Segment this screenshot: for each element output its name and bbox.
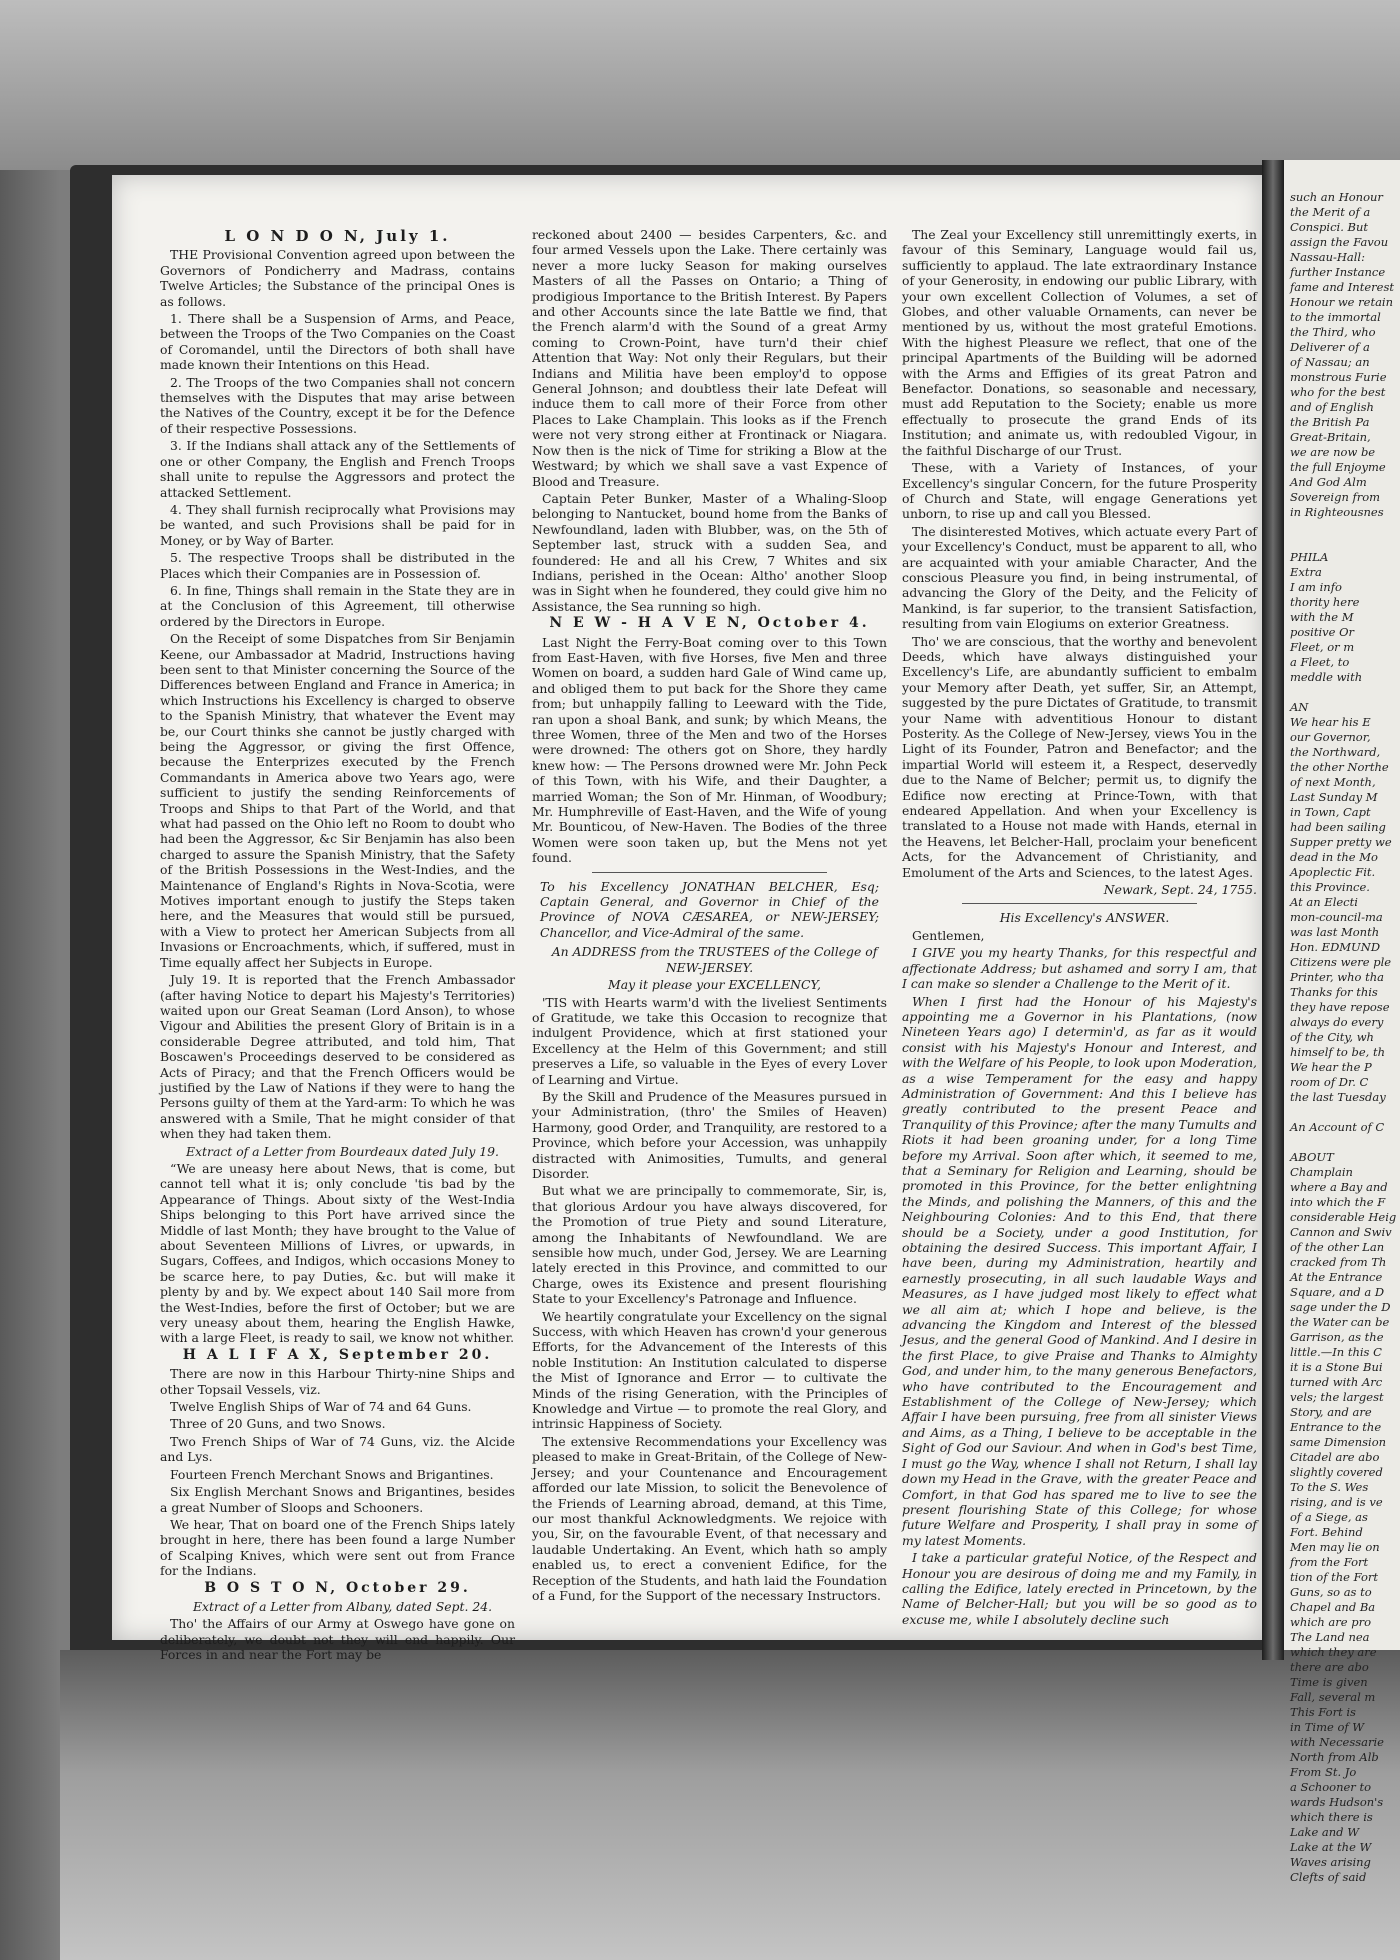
- fragment-line: in Town, Capt: [1290, 805, 1371, 819]
- paragraph: We hear, That on board one of the French Ships lately brought in here, there has been found a large Number of Scalping Knives, which were sent out from France for the Indians.: [160, 1516, 515, 1579]
- extract-title: Extract of a Letter from Bourdeaux dated July 19.: [186, 1143, 499, 1159]
- fragment-line: monstrous Furie: [1290, 370, 1387, 384]
- paragraph: But what we are principally to commemorate, Sir, is, that glorious Ardour you have always discovered, for the Promotion of true Piety and sound Literature, among the Inhabitants of Newfoundland. We are sensible how much, under God, Jersey. We are Learning lately erected in this Province, and committed to our Charge, owes its Existence and present flourishing State to your Excellency's Patronage and Influence.: [532, 1183, 887, 1307]
- fragment-line: with the M: [1290, 610, 1354, 624]
- fragment-line: of Nassau; an: [1290, 355, 1370, 369]
- fragment-line: ABOUT: [1290, 1150, 1334, 1164]
- fragment-line: who for the best: [1290, 385, 1386, 399]
- fragment-line: Conspici. But: [1290, 220, 1368, 234]
- fragment-line: Great-Britain,: [1290, 430, 1371, 444]
- fragment-line: [1290, 1105, 1398, 1120]
- fragment-line: a Fleet, to: [1290, 655, 1350, 669]
- fragment-line: Fort. Behind: [1290, 1525, 1363, 1539]
- fragment-line: Thanks for this: [1290, 985, 1378, 999]
- fragment-line: further Instance: [1290, 265, 1386, 279]
- salutation: May it please your EXCELLENCY,: [608, 977, 821, 993]
- paragraph: When I first had the Honour of his Majesty's appointing me a Governor in his Plantations, (now Nineteen Years ago) I determin'd, as far as it would consist with his Majesty's Honour and Interest, and with the Welfare of his People, to look upon Moderation, as a wise Temperament for the easy and happy Administration of Government: And this I believe has greatly contributed to the present Peace and Tranquility of this Province; after the many Tumults and Riots it had been groaning under, for a long Time before my Arrival. Soon after which, it seemed to me, that a Seminary for Religion and Learning, should be promoted in this Province, for the better enlightning the Minds, and polishing the Manners, of this and the Neighbouring Colonies: And to this End, that there should be a Society, under a good Institution, for obtaining the desired Success. This important Affair, I have been, during my Administration, heartily and earnestly prosecuting, in all such laudable Ways and Measures, as I have judged most likely to effect what we all aim at; which I hope and believe, is the advancing the Kingdom and Interest of the blessed Jesus, and the general Good of Mankind. And I desire in the first Place, to give Praise and Thanks to Almighty God, and under him, to the many generous Benefactors, who have contributed to the Encouragement and Establishment of the College of New-Jersey; which Affair I have been pursuing, free from all sinister Views and Aims, as a Thing, I believe to be acceptable in the Sight of God our Saviour. And when in God's best Time, I must go the Way, whence I shall not Return, I shall lay down my Head in the Grave, with the greater Peace and Comfort, in that God has spared me to live to see the present flourishing State of this College; for whose future Welfare and Prosperity, I shall pray in some of my latest Moments.: [902, 993, 1257, 1548]
- fragment-line: AN: [1290, 700, 1309, 714]
- fragment-line: Extra: [1290, 565, 1322, 579]
- fragment-line: meddle with: [1290, 670, 1363, 684]
- fragment-line: Last Sunday M: [1290, 790, 1378, 804]
- fragment-line: From St. Jo: [1290, 1765, 1357, 1779]
- fragment-line: the other Northe: [1290, 760, 1389, 774]
- paragraph: 5. The respective Troops shall be distributed in the Places which their Companies are in Possession of.: [160, 550, 515, 581]
- paragraph: reckoned about 2400 — besides Carpenters, &c. and four armed Vessels upon the Lake. There certainly was never a more lucky Season for making ourselves Masters of all the Passes on Ontario; a Thing of prodigious Importance to the British Interest. By Papers and other Accounts since the late Battle we find, that the French alarm'd with the Sound of a great Army coming to Crown-Point, have turn'd their chief Attention that Way: Not only their Regulars, but their Indians and Militia have been employ'd to oppose General Johnson; and doubtless their late Defeat will induce them to call more of their Force from other Places to Lake Champlain. This looks as if the French were not very strong either at Frontinack or Niagara. Now then is the nick of Time for striking a Blow at the Westward; by which we shall save a vast Expence of Blood and Treasure.: [532, 227, 887, 489]
- fragment-line: Square, and a D: [1290, 1285, 1385, 1299]
- paragraph: Six English Merchant Snows and Brigantines, besides a great Number of Sloops and Schooners.: [160, 1484, 515, 1515]
- paragraph: We heartily congratulate your Excellency on the signal Success, with which Heaven has crown'd your generous Efforts, for the Advancement of the Interests of this noble Institution: An Institution calculated to disperse the Mist of Ignorance and Error — to cultivate the Minds of the rising Generation, with the Principles of Knowledge and Virtue — to promote the real Glory, and intrinsic Happiness of Society.: [532, 1308, 887, 1432]
- paragraph: There are now in this Harbour Thirty-nine Ships and other Topsail Vessels, viz.: [160, 1366, 515, 1397]
- fragment-line: Lake at the W: [1290, 1840, 1372, 1854]
- fragment-line: Clefts of said: [1290, 1870, 1367, 1884]
- fragment-line: the full Enjoyme: [1290, 460, 1386, 474]
- fragment-line: Fleet, or m: [1290, 640, 1355, 654]
- fragment-line: our Governor,: [1290, 730, 1371, 744]
- paragraph: THE Provisional Convention agreed upon between the Governors of Pondicherry and Madrass, contains Twelve Articles; the Substance of the principal Ones is as follows.: [160, 247, 515, 309]
- fragment-line: the last Tuesday: [1290, 1090, 1386, 1104]
- fragment-line: PHILA: [1290, 550, 1329, 564]
- paragraph: The disinterested Motives, which actuate every Part of your Excellency's Conduct, must be apparent to all, who are acquainted with your amiable Character, And the conscious Pleasure you find, in being instrumental, of advancing the Glory of the Deity, and the Felicity of Mankind, is far superior, to the transient Satisfaction, resulting from vain Elogiums on exterior Greatness.: [902, 523, 1257, 632]
- fragment-line: of next Month,: [1290, 775, 1376, 789]
- greeting: Gentlemen,: [912, 927, 985, 943]
- fragment-line: room of Dr. C: [1290, 1075, 1369, 1089]
- paragraph: Fourteen French Merchant Snows and Brigantines.: [170, 1466, 494, 1482]
- paragraph: Twelve English Ships of War of 74 and 64 Guns.: [170, 1399, 472, 1415]
- paragraph: 6. In fine, Things shall remain in the State they are in at the Conclusion of this Agreement, till otherwise ordered by the Directors in Europe.: [160, 582, 515, 629]
- column-2: [532, 227, 887, 1605]
- newspaper-page: [112, 175, 1262, 1663]
- dateline: Newark, Sept. 24, 1755.: [1103, 882, 1257, 898]
- page-gutter: [1262, 160, 1284, 1660]
- fragment-line: Supper pretty we: [1290, 835, 1392, 849]
- fragment-line: North from Alb: [1290, 1750, 1379, 1764]
- fragment-line: dead in the Mo: [1290, 850, 1378, 864]
- fragment-line: [1290, 1135, 1398, 1150]
- fragment-line: same Dimension: [1290, 1435, 1387, 1449]
- fragment-line: Citizens were ple: [1290, 955, 1392, 969]
- fragment-line: the Water can be: [1290, 1315, 1390, 1329]
- fragment-line: little.—In this C: [1290, 1345, 1382, 1359]
- fragment-line: thority here: [1290, 595, 1360, 609]
- fragment-line: the Third, who: [1290, 325, 1376, 339]
- fragment-line: which there is: [1290, 1810, 1373, 1824]
- col1-paragraphs: [160, 247, 515, 1345]
- col1-paragraphs-2: [160, 1366, 515, 1578]
- adjacent-page-lines: [1290, 190, 1398, 1885]
- fragment-line: [1290, 535, 1398, 550]
- adjacent-page-fragment: [1284, 160, 1400, 1884]
- fragment-line: Men may lie on: [1290, 1540, 1380, 1554]
- column-1: [160, 227, 515, 1663]
- fragment-line: mon-council-ma: [1290, 910, 1383, 924]
- fragment-line: there are abo: [1290, 1660, 1369, 1674]
- fragment-line: turned with Arc: [1290, 1375, 1383, 1389]
- fragment-line: Entrance to the: [1290, 1420, 1382, 1434]
- paragraph: Tho' the Affairs of our Army at Oswego have gone on deliberately, we doubt not they will end happily. Our Forces in and near the Fort may be: [160, 1616, 515, 1663]
- paragraph: Two French Ships of War of 74 Guns, viz. the Alcide and Lys.: [160, 1433, 515, 1465]
- fragment-line: slightly covered: [1290, 1465, 1383, 1479]
- fragment-line: [1290, 685, 1398, 700]
- fragment-line: Waves arising: [1290, 1855, 1371, 1869]
- fragment-line: with Necessarie: [1290, 1735, 1384, 1749]
- fragment-line: always do every: [1290, 1015, 1384, 1029]
- fragment-line: Hon. EDMUND: [1290, 940, 1381, 954]
- bottom-shadow: [60, 1650, 1400, 1960]
- fragment-line: the Merit of a: [1290, 205, 1371, 219]
- london-heading: L O N D O N, July 1.: [224, 227, 451, 245]
- fragment-line: into which the F: [1290, 1195, 1386, 1209]
- fragment-line: Nassau-Hall:: [1290, 250, 1365, 264]
- fragment-line: Sovereign from: [1290, 490, 1381, 504]
- fragment-line: from the Fort: [1290, 1555, 1369, 1569]
- fragment-line: had been sailing: [1290, 820, 1386, 834]
- paragraph: The Zeal your Excellency still unremittingly exerts, in favour of this Seminary, Language would fail us, sufficiently to applaud. The late extraordinary Instance of your Generosity, in endowing our public Library, with your own excellent Collection of Volumes, a set of Globes, and other valuable Ornaments, can never be mentioned by us, without the most grateful Emotions. With the highest Pleasure we reflect, that one of the principal Apartments of the Building will be adorned with the Arms and Effigies of its great Patron and Benefactor. Donations, so seasonable and necessary, must add Reputation to the Society; enable us more effectually to prosecute the grand Ends of its Institution; and animate us, with redoubled Vigour, in the faithful Discharge of our Trust.: [902, 227, 1257, 458]
- fragment-line: We hear his E: [1290, 715, 1371, 729]
- fragment-line: cracked from Th: [1290, 1255, 1387, 1269]
- answer-title: His Excellency's ANSWER.: [999, 910, 1170, 926]
- paragraph: 2. The Troops of the two Companies shall not concern themselves with the Disputes that may arise between the Natives of the Country, except it be for the Defence of their respective Possessions.: [160, 374, 515, 436]
- paragraph: July 19. It is reported that the French Ambassador (after having Notice to depart his Majesty's Territories) waited upon our Great Seaman (Lord Anson), to whose Vigour and Abilities the present Glory of Britain is in a considerable Degree attributed, and told him, That Boscawen's Proceedings deserved to be considered as Acts of Piracy; and that the French Officers would be justified by the Law of Nations if they were to hang the Persons guilty of them at the Yard-arm: To which he was answered with a Smile, That he might consider of that when they had taken them.: [160, 972, 515, 1142]
- fragment-line: wards Hudson's: [1290, 1795, 1384, 1809]
- fragment-line: Deliverer of a: [1290, 340, 1370, 354]
- fragment-line: sage under the D: [1290, 1300, 1391, 1314]
- fragment-line: of the other Lan: [1290, 1240, 1385, 1254]
- fragment-line: of the City, wh: [1290, 1030, 1374, 1044]
- divider: [962, 903, 1197, 904]
- fragment-line: Champlain: [1290, 1165, 1353, 1179]
- fragment-line: where a Bay and: [1290, 1180, 1388, 1194]
- fragment-line: Citadel are abo: [1290, 1450, 1380, 1464]
- fragment-line: fame and Interest: [1290, 280, 1394, 294]
- paragraph: 4. They shall furnish reciprocally what Provisions may be wanted, and such Provisions shall be paid for in Money, or by Way of Barter.: [160, 501, 515, 548]
- divider: [592, 872, 827, 873]
- fragment-line: this Province.: [1290, 880, 1370, 894]
- column-3: [902, 227, 1257, 1629]
- fragment-line: And God Alm: [1290, 475, 1367, 489]
- fragment-line: An Account of C: [1290, 1120, 1385, 1134]
- fragment-line: At the Entrance: [1290, 1270, 1383, 1284]
- paragraph: 3. If the Indians shall attack any of the Settlements of one or other Company, the English and French Troops shall unite to repulse the Aggressors and protect the attacked Settlement.: [160, 438, 515, 500]
- paragraph: I take a particular grateful Notice, of the Respect and Honour you are desirous of doing me and my Family, in calling the Edifice, lately erected in Princetown, by the Name of Belcher-Hall; but you will be so good as to excuse me, while I absolutely decline such: [902, 1550, 1257, 1627]
- fragment-line: tion of the Fort: [1290, 1570, 1379, 1584]
- fragment-line: Chapel and Ba: [1290, 1600, 1376, 1614]
- halifax-heading: H A L I F A X, September 20.: [182, 1346, 493, 1363]
- fragment-line: positive Or: [1290, 625, 1355, 639]
- fragment-line: to the immortal: [1290, 310, 1381, 324]
- fragment-line: and of English: [1290, 400, 1374, 414]
- fragment-line: was last Month: [1290, 925, 1380, 939]
- paragraph: Last Night the Ferry-Boat coming over to this Town from East-Haven, with five Horses, five Men and three Women on board, a sudden hard Gale of Wind came up, and obliged them to put back for the Shore they came from; but unhappily falling to Leeward with the Tide, ran upon a shoal Bank, and sunk; by which Means, the three Women, three of the Men and two of the Horses were drowned: The others got on Shore, they hardly knew how: — The Persons drowned were Mr. John Peck of this Town, with his Wife, and their Daughter, a married Woman; the Son of Mr. Hinman, of Woodbury; Mr. Humphreville of East-Haven, and the Wife of young Mr. Bounticou, of New-Haven. The Bodies of the three Women were soon taken up, but the Mens not yet found.: [532, 634, 887, 866]
- paragraph: Captain Peter Bunker, Master of a Whaling-Sloop belonging to Nantucket, bound home from the Banks of Newfoundland, laden with Blubber, was, on the 5th of September last, struck with a sudden Sea, and foundered: He and all his Crew, 7 Whites and six Indians, perished in the Ocean: Altho' another Sloop was in Sight when he foundered, they could give him no Assistance, the Sea running so high.: [532, 490, 887, 614]
- fragment-line: which they are: [1290, 1645, 1377, 1659]
- fragment-line: the Northward,: [1290, 745, 1381, 759]
- fragment-line: I am info: [1290, 580, 1342, 594]
- fragment-line: considerable Heig: [1290, 1210, 1397, 1224]
- paragraph: On the Receipt of some Dispatches from Sir Benjamin Keene, our Ambassador at Madrid, Instructions having been sent to that Minister concerning the Source of the Differences between England and France in America; in which Instructions his Excellency is charged to observe to the Spanish Ministry, that whatever the Event may be, our Court thinks she cannot be justly charged with being the Aggressor, or giving the first Offence, because the Enterprizes executed by the French Commandants in America above two Years ago, were sufficient to justify the sending Reinforcements of Troops and Ships to that Part of the World, and that what had passed on the Ohio left no Room to doubt who had been the Aggressor, &c Sir Benjamin has also been charged to assure the Spanish Ministry, that the Safety of the British Possessions in the West-Indies, and the Maintenance of England's Rights in Nova-Scotia, were Motives important enough to justify the Steps taken here, and the Measures that would still be pursued, with a View to protect her American Subjects from all Invasions or Encroachments, which, if suffered, must in Time equally affect her Subjects in Europe.: [160, 631, 515, 970]
- fragment-line: Printer, who tha: [1290, 970, 1385, 984]
- fragment-line: a Schooner to: [1290, 1780, 1371, 1794]
- fragment-line: To the S. Wes: [1290, 1480, 1369, 1494]
- paragraph: These, with a Variety of Instances, of your Excellency's singular Concern, for the future Prosperity of Church and State, will engage Generations yet unborn, to rise up and call you Blessed.: [902, 460, 1257, 522]
- paragraph: 'TIS with Hearts warm'd with the liveliest Sentiments of Gratitude, we take this Occasion to recognize that indulgent Providence, which at first stationed your Excellency at the Helm of this Government; and still preserves a Life, so valuable in the Eyes of every Lover of Learning and Virtue.: [532, 994, 887, 1087]
- fragment-line: At an Electi: [1290, 895, 1358, 909]
- fragment-line: in Time of W: [1290, 1720, 1365, 1734]
- fragment-line: in Righteousnes: [1290, 505, 1384, 519]
- paragraph: 1. There shall be a Suspension of Arms, and Peace, between the Troops of the Two Companies on the Coast of Coromandel, until the Directors of both shall have made known their Intentions on this Head.: [160, 311, 515, 373]
- paragraph: Three of 20 Guns, and two Snows.: [170, 1416, 386, 1432]
- fragment-line: Guns, so as to: [1290, 1585, 1372, 1599]
- extract-title: Extract of a Letter from Albany, dated Sept. 24.: [192, 1598, 493, 1614]
- fragment-line: [1290, 520, 1398, 535]
- fragment-line: This Fort is: [1290, 1705, 1356, 1719]
- new-haven-heading: N E W - H A V E N, October 4.: [549, 615, 870, 632]
- fragment-line: Apoplectic Fit.: [1290, 865, 1376, 879]
- fragment-line: the British Pa: [1290, 415, 1370, 429]
- fragment-line: which are pro: [1290, 1615, 1372, 1629]
- fragment-line: Fall, several m: [1290, 1690, 1376, 1704]
- paragraph: I GIVE you my hearty Thanks, for this respectful and affectionate Address; but ashamed and sorry I am, that I can make so slender a Challenge to the Merit of it.: [902, 945, 1257, 992]
- paragraph: Tho' we are conscious, that the worthy and benevolent Deeds, which have always distinguished your Excellency's Life, are abundantly sufficient to embalm your Memory after Death, yet suffer, Sir, an Attempt, suggested by the pure Dictates of Gratitude, to transmit your Name with adventitious Honour to distant Posterity. As the College of New-Jersey, views You in the Light of its Founder, Patron and Benefactor; and the impartial World will esteem it, a Respect, deservedly due to the Name of Belcher; permit us, to dignify the Edifice now erecting at Prince-Town, with that endeared Appellation. And when your Excellency is translated to a House not made with Hands, eternal in the Heavens, let Belcher-Hall, proclaim your beneficent Acts, for the Advancement of Christianity, and Emolument of the Arts and Sciences, to the latest Ages.: [902, 633, 1257, 880]
- address-title: An ADDRESS from the TRUSTEES of the College of NEW-JERSEY.: [551, 944, 878, 975]
- fragment-line: such an Honour: [1290, 190, 1383, 204]
- fragment-line: Cannon and Swiv: [1290, 1225, 1392, 1239]
- address-recipient: To his Excellency JONATHAN BELCHER, Esq; Captain General, and Governor in Chief of the Province of NOVA CÆSAREA, or NEW-JERSEY; Chancellor, and Vice-Admiral of the same.: [540, 878, 879, 940]
- fragment-line: We hear the P: [1290, 1060, 1372, 1074]
- fragment-line: Story, and are: [1290, 1405, 1372, 1419]
- fragment-line: assign the Favou: [1290, 235, 1389, 249]
- fragment-line: Time is given: [1290, 1675, 1368, 1689]
- fragment-line: The Land nea: [1290, 1630, 1370, 1644]
- fragment-line: Lake and W: [1290, 1825, 1360, 1839]
- fragment-line: they have repose: [1290, 1000, 1390, 1014]
- fragment-line: Garrison, as the: [1290, 1330, 1384, 1344]
- fragment-line: rising, and is ve: [1290, 1495, 1383, 1509]
- fragment-line: of a Siege, as: [1290, 1510, 1368, 1524]
- background-top: [0, 0, 1400, 170]
- paragraph: By the Skill and Prudence of the Measures pursued in your Administration, (thro' the Smiles of Heaven) Harmony, good Order, and Tranquility, are restored to a Province, which before your Accession, was unhappily distracted with Animosities, Tumults, and general Disorder.: [532, 1088, 887, 1181]
- paragraph: The extensive Recommendations your Excellency was pleased to make in Great-Britain, of the College of New-Jersey; and your Countenance and Encouragement afforded our late Mission, to solicit the Benevolence of the Friends of Learning abroad, demand, at this Time, our most thankful Acknowledgments. We rejoice with you, Sir, on the favourable Event, of that necessary and laudable Undertaking. An Event, which hath so amply enabled us, to erect a convenient Edifice, for the Reception of the Students, and hath laid the Foundation of a Fund, for the Support of the necessary Instructors.: [532, 1433, 887, 1603]
- fragment-line: we are now be: [1290, 445, 1376, 459]
- fragment-line: it is a Stone Bui: [1290, 1360, 1383, 1374]
- fragment-line: Honour we retain: [1290, 295, 1394, 309]
- fragment-line: himself to be, th: [1290, 1045, 1385, 1059]
- paragraph: “We are uneasy here about News, that is come, but cannot tell what it is; only conclude 'tis bad by the Appearance of Things. About sixty of the West-India Ships belonging to this Port have arrived since the Middle of last Month; they have brought to the Value of about Seventeen Millions of Livres, or upwards, in Sugars, Coffees, and Indigos, which occasions Money to be scarce here, to pay Duties, &c. but will make it plenty by and by. We expect about 140 Sail more from the West-Indies, before the first of October; but we are very uneasy about them, hearing the English Hawke, with a large Fleet, is ready to sail, we know not whither.: [160, 1160, 515, 1346]
- fragment-line: vels; the largest: [1290, 1390, 1384, 1404]
- boston-heading: B O S T O N, October 29.: [204, 1579, 471, 1596]
